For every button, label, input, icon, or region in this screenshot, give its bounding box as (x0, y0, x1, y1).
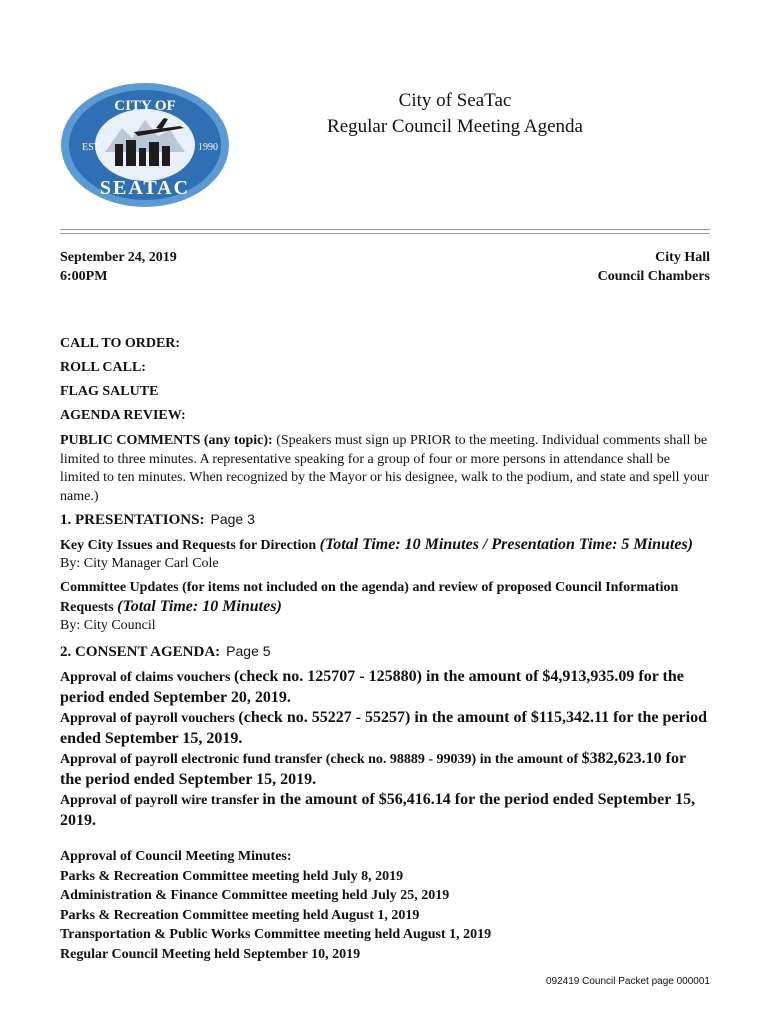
public-comments-label: PUBLIC COMMENTS (any topic): (60, 433, 273, 448)
consent-item-rest: (check no. 125707 - 125880) in the amount of $4,913,935.09 for the period ended September 20, 2019. (60, 668, 684, 706)
consent-agenda-label: 2. CONSENT AGENDA: (60, 644, 221, 660)
page-title: City of SeaTac (398, 90, 512, 111)
presentation-item-time: (Total Time: 10 Minutes) (117, 598, 282, 615)
presentation-item-title: Key City Issues and Requests for Direction (60, 538, 320, 553)
meeting-time: 6:00PM (60, 269, 108, 284)
call-to-order: CALL TO ORDER: (60, 336, 181, 351)
flag-salute: FLAG SALUTE (60, 384, 159, 399)
seal-est-label: EST. (82, 142, 102, 153)
minutes-heading: Approval of Council Meeting Minutes: (60, 849, 292, 864)
seal-text-bottom: SEATAC (99, 177, 191, 199)
header-divider (60, 229, 710, 234)
city-seal-logo (60, 82, 230, 208)
minutes-item: Parks & Recreation Committee meeting held July 8, 2019 (60, 868, 404, 884)
public-comments (60, 432, 710, 506)
seal-est-year: 1990 (198, 142, 218, 153)
presentation-item-title: Committee Updates (for items not included on the agenda) and review of proposed Council Information Requests (60, 580, 679, 615)
page-footer: 092419 Council Packet page 000001 (545, 976, 710, 987)
meeting-date: September 24, 2019 (60, 250, 177, 265)
presentation-item-time: (Total Time: 10 Minutes / Presentation Time: 5 Minutes) (319, 536, 693, 553)
consent-item-lead: Approval of payroll electronic fund transfer (check no. 98889 - 99039) in the amount of (60, 752, 582, 767)
agenda-body (60, 330, 710, 964)
consent-item (60, 708, 710, 749)
consent-agenda-heading (60, 641, 710, 662)
page-subtitle: Regular Council Meeting Agenda (327, 116, 583, 137)
consent-item (60, 790, 710, 831)
consent-item-lead: Approval of payroll wire transfer (60, 793, 263, 808)
presentations-label: 1. PRESENTATIONS: (60, 512, 205, 528)
presentation-item (60, 535, 710, 573)
public-comments-text: (Speakers must sign up PRIOR to the meeting. Individual comments shall be limited to three minutes. A representative speaking for a group of four or more persons in attendance shall be limited to ten minutes. When recognized by the Mayor or his designee, walk to the podium, and state and spell your name.) (60, 433, 709, 504)
consent-item-rest: in the amount of $56,416.14 for the period ended September 15, 2019. (60, 791, 696, 829)
consent-item-rest: (check no. 55227 - 55257) in the amount of $115,342.11 for the period ended September 15, 2019. (60, 709, 707, 747)
consent-item (60, 667, 710, 708)
presentation-item-by: By: City Manager Carl Cole (60, 556, 219, 571)
agenda-review: AGENDA REVIEW: (60, 408, 186, 423)
seal-text-top: CITY OF (114, 98, 176, 114)
consent-agenda-page-ref: Page 5 (226, 643, 271, 659)
consent-item-lead: Approval of payroll vouchers (60, 711, 239, 726)
presentation-item-by: By: City Council (60, 618, 156, 633)
roll-call: ROLL CALL: (60, 360, 146, 375)
presentations-page-ref: Page 3 (210, 511, 255, 527)
meeting-location (500, 248, 710, 286)
minutes-item: Regular Council Meeting held September 10, 2019 (60, 946, 361, 962)
consent-item (60, 749, 710, 790)
minutes-item: Administration & Finance Committee meeting held July 25, 2019 (60, 888, 450, 903)
minutes-item: Transportation & Public Works Committee meeting held August 1, 2019 (60, 927, 492, 942)
consent-item-lead: Approval of claims vouchers (60, 670, 234, 685)
presentations-heading (60, 509, 710, 530)
location-line-1: City Hall (655, 250, 710, 265)
minutes-block (60, 847, 710, 964)
minutes-item: Parks & Recreation Committee meeting held August 1, 2019 (60, 907, 420, 923)
presentation-item (60, 578, 710, 635)
seal-icon (60, 82, 230, 208)
location-line-2: Council Chambers (597, 269, 710, 284)
meeting-datetime (60, 248, 177, 286)
agenda-title-block (300, 88, 610, 140)
consent-item-rest: $382,623.10 for the period ended September 15, 2019. (60, 750, 686, 788)
